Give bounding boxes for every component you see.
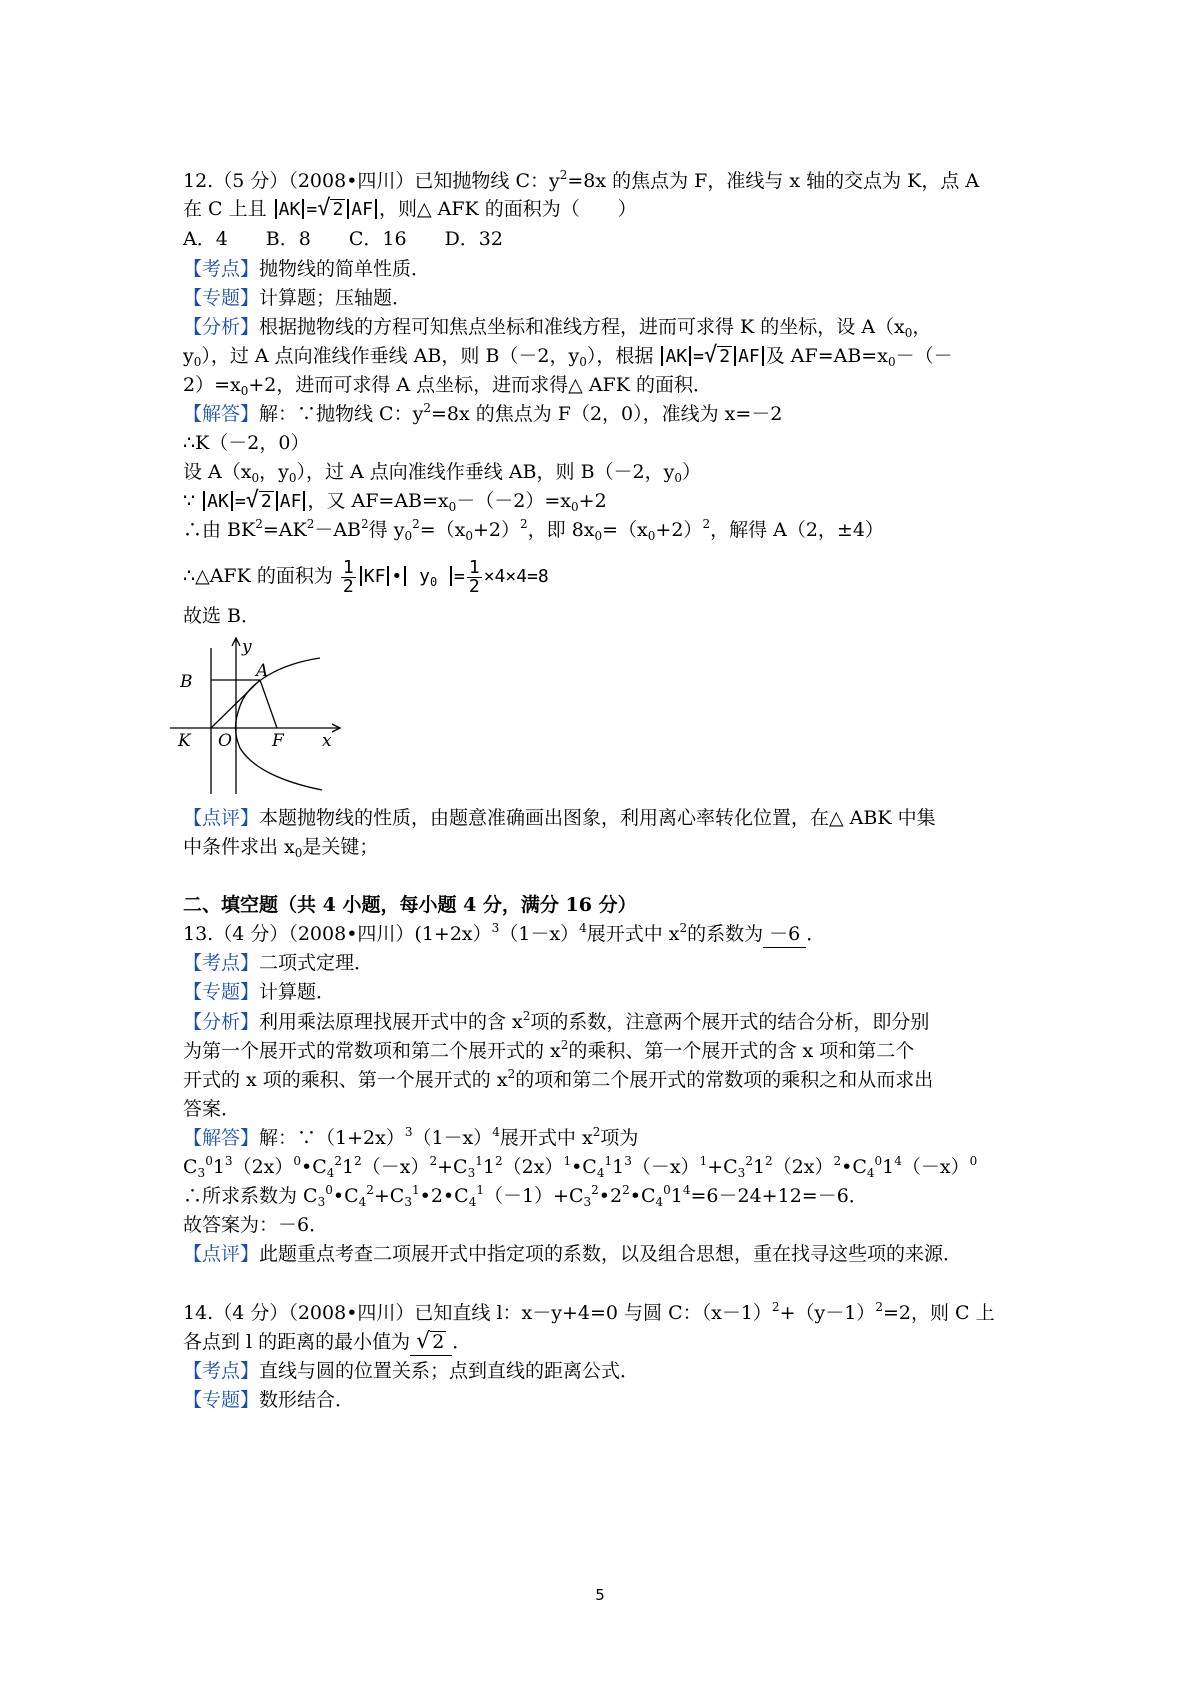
fenxi2e: －（－	[895, 345, 953, 367]
dianping1: 本题抛物线的性质，由题意准确画出图象，利用离心率转化位置，在△ ABK 中集	[259, 807, 936, 829]
label-B: B	[180, 672, 193, 692]
q14-answer-value: 2	[432, 1331, 445, 1353]
q12-choices: A．4 B．8 C．16 D．32	[183, 228, 503, 250]
jieda3: 设 A（x	[183, 461, 252, 483]
q13-zhuanti	[183, 979, 335, 1005]
jieda5i: +2）	[655, 519, 703, 541]
jieda5d: 得 y	[368, 519, 405, 541]
q14-line2: 各点到 l 的距离的最小值为 √ 2 ．	[183, 1329, 472, 1354]
q12-dianping-line2: 中条件求出 $x_0$是关键；	[183, 836, 379, 860]
jieda5a: ∴由 BK	[183, 519, 256, 541]
dianping2a: 中条件求出 x	[183, 836, 295, 858]
q13-kaodian-text: 二项式定理．	[259, 952, 374, 974]
q14-zhuanti	[183, 1387, 354, 1413]
fenxi-tag: 【分析】	[183, 1011, 260, 1033]
fenxi2a: y	[183, 345, 194, 367]
parabola-curve	[236, 658, 323, 790]
q13-fenxi1a: 利用乘法原理找展开式中的含 x	[259, 1011, 523, 1033]
formula-ak-sqrt2-af: AK =√ 2 AF	[273, 199, 379, 220]
jieda5j: ，解得 A（2，±4）	[710, 519, 884, 541]
kaodian-tag: 【考点】	[183, 1360, 260, 1382]
section-2-heading: 二、填空题（共 4 小题，每小题 4 分，满分 16 分）	[183, 894, 637, 916]
label-A: A	[256, 661, 269, 681]
q12-fenxi-line2: $y_0$），过 A 点向准线作垂线 AB，则 B（－2，$y_0$），根据 AK =√ 2 AF 及 $AF=AB=x_0-(-$	[183, 343, 953, 369]
q12-jieda-line5: ∴由 $BK^2=AK^2-AB^2$得 $y_0^2=(x_0+2)^2$，即 $8x_0=(x_0+2)^2$，解得 A（2，±4）	[183, 517, 884, 543]
fenxi3b: +2，进而可求得 A 点坐标，进而求得△ AFK 的面积．	[248, 374, 712, 396]
q12-head: 12.（5 分）（2008•四川）已知抛物线 C：y	[183, 170, 560, 192]
q12-head-tail: =8x 的焦点为 F，准线与 x 轴的交点为 K，点 A	[567, 170, 980, 192]
q13-dianping-text: 此题重点考查二项展开式中指定项的系数，以及组合思想，重在找寻这些项的来源．	[259, 1243, 963, 1265]
q13-jieda-line2-expansion: $C_3^01^3(2x)^0•C_4^21^2(-x)^2+C_3^11^2(2x)^1•C_4^11^3(-x)^1+C_3^21^2(2x)^2•C_4^01^4(-x)^0$	[183, 1154, 978, 1180]
jieda3d: ）	[682, 461, 702, 483]
label-F: F	[272, 731, 284, 751]
q12-dianping-line1	[183, 805, 936, 831]
q14-zhuanti-text: 数形结合．	[259, 1389, 355, 1411]
q13-head-b: （1－x）	[499, 923, 580, 945]
q13-answer: －6	[763, 921, 806, 948]
segment-AF	[260, 680, 277, 728]
q12-jieda-line4: ∵ AK =√ 2 AF ，又 $AF=AB=x_0-(-2)=x_0+2$	[183, 488, 607, 514]
formula-area: $\frac{1}{2}$ KF • $y_0$ = $\frac{1}{2}$ ×4×4	[342, 556, 528, 597]
q13-fenxi3a: 开式的 x 项的乘积、第一个展开式的 x	[183, 1069, 508, 1091]
q13-jieda1a: 解：∵（1+2x）	[259, 1127, 405, 1149]
q13-jieda-line3: ∴所求系数为 $C_3^0•C_4^2+C_3^1•2•C_4^1(-1)+C_3^2•2^2•C_4^01^4=6-24+12=-6$．	[183, 1183, 868, 1209]
q13-dianping	[183, 1241, 962, 1267]
jieda4c: －（－2）=x	[456, 490, 572, 512]
q12-line2-post: ，则△ AFK 的面积为（ ）	[378, 198, 637, 220]
q12-fenxi-line1: 【分析】根据抛物线的方程可知焦点坐标和准线方程，进而可求得 K 的坐标，设 $A(x_0$，	[183, 316, 932, 340]
fenxi-tag: 【分析】	[183, 316, 260, 338]
q12-line2-pre: 在 C 上且	[183, 198, 267, 220]
q13-jieda-line1: 【解答】解：$\because(1+2x)^3(1-x)^4$展开式中 $x^2$项为	[183, 1125, 639, 1149]
q14-head-c: =2，则 C 上	[882, 1302, 995, 1324]
q14-kaodian-text: 直线与圆的位置关系；点到直线的距离公式．	[259, 1360, 640, 1382]
dianping2b: 是关键；	[302, 836, 379, 858]
q13-jieda1c: 展开式中 x	[499, 1127, 593, 1149]
fenxi2c: ），根据	[586, 345, 654, 367]
q12-zhuanti	[183, 285, 411, 311]
fenxi2b: ），过 A 点向准线作垂线 AB，则 B（－2，y	[201, 345, 580, 367]
q13-zhuanti-text: 计算题．	[259, 981, 336, 1003]
q12-jieda-line1: 【解答】解：∵抛物线 C：$y^2=8x$ 的焦点为 F（2，0），准线为 x=－2	[183, 401, 783, 425]
jieda-tag: 【解答】	[183, 1127, 260, 1149]
q12-kaodian-text: 抛物线的简单性质．	[259, 258, 431, 280]
q13-fenxi-line3: 开式的 x 项的乘积、第一个展开式的 $x^2$的项和第二个展开式的常数项的乘积之和从而求出	[183, 1067, 934, 1091]
q13-fenxi-line4: 答案．	[183, 1098, 241, 1120]
parabola-figure	[170, 636, 350, 796]
q12-zhuanti-text: 计算题；压轴题．	[259, 287, 412, 309]
q12-jieda-line6	[183, 556, 549, 597]
zhuanti-tag: 【专题】	[183, 287, 260, 309]
q13-fenxi2a: 为第一个展开式的常数项和第二个展开式的 x	[183, 1040, 561, 1062]
q13-fenxi2b: 的乘积、第一个展开式的含 x 项和第二个	[568, 1040, 915, 1062]
q13-jieda3: =6－24+12=－6．	[690, 1185, 868, 1207]
q14-kaodian	[183, 1358, 639, 1384]
q14-head-b: +（y－1）	[779, 1302, 876, 1324]
label-y: y	[242, 637, 252, 657]
jieda3c: ），过 A 点向准线作垂线 AB，则 B（－2，y	[296, 461, 675, 483]
jieda5f: +2）	[473, 519, 521, 541]
jieda1b: =8x 的焦点为 F（2，0），准线为 x=－2	[430, 403, 783, 425]
jieda5h: =（x	[602, 519, 648, 541]
q12-condition-line	[183, 196, 637, 223]
dianping-tag: 【点评】	[183, 807, 260, 829]
jieda4d: +2	[578, 490, 607, 512]
label-O: O	[218, 731, 232, 751]
q12-kaodian	[183, 256, 430, 282]
q13-kaodian	[183, 950, 373, 976]
jieda6-eq: =8	[527, 566, 549, 587]
q12-fenxi1: 根据抛物线的方程可知焦点坐标和准线方程，进而可求得 K 的坐标，设 A（x	[259, 316, 905, 338]
sup: 2	[559, 168, 568, 182]
jieda5g: ，即 8x	[527, 519, 595, 541]
q12-guxuan: 故选 B．	[183, 605, 261, 627]
q14-answer: √ 2	[410, 1329, 452, 1356]
page-number: 5	[595, 1586, 605, 1604]
jieda4a: ∵	[183, 490, 196, 512]
jieda-tag: 【解答】	[183, 403, 260, 425]
jieda5c: －AB	[314, 519, 362, 541]
q14-head-a: 14.（4 分）（2008•四川）已知直线 l：x－y+4=0 与圆 C：（x－1）	[183, 1302, 772, 1324]
label-x: x	[322, 731, 332, 751]
jieda3b: ，y	[259, 461, 289, 483]
zhuanti-tag: 【专题】	[183, 981, 260, 1003]
q13-head-d: 的系数为	[687, 923, 764, 945]
q13-heading: 13.（4 分）（2008•四川）$(1+2x)^3(1-x)^4$展开式中 $x^2$的系数为 －6 ．	[183, 921, 825, 948]
q13-fenxi1b: 项的系数，注意两个展开式的结合分析，即分别	[530, 1011, 930, 1033]
label-K: K	[178, 731, 191, 751]
kaodian-tag: 【考点】	[183, 952, 260, 974]
q14-heading: 14.（4 分）（2008•四川）已知直线 l：x－y+4=0 与圆 C：$(x-1)^2+(y-1)^2=2$，则 C 上	[183, 1300, 995, 1324]
jieda5b: =AK	[262, 519, 307, 541]
jieda4b: ，又 AF=AB=x	[307, 490, 449, 512]
q13-jieda1d: 项为	[600, 1127, 639, 1149]
q13-jieda1b: （1－x）	[412, 1127, 493, 1149]
formula-ak-sqrt2-af-3: AK =√ 2 AF	[201, 491, 307, 512]
q13-fenxi-line2: 为第一个展开式的常数项和第二个展开式的 $x^2$的乘积、第一个展开式的含 x 项和第二个	[183, 1038, 915, 1062]
jieda1: 解：∵抛物线 C：y	[259, 403, 424, 425]
dianping-tag: 【点评】	[183, 1243, 260, 1265]
jieda6: ∴△AFK 的面积为	[183, 565, 333, 587]
fenxi3: 2）=x	[183, 374, 241, 396]
q12-heading	[183, 168, 979, 194]
zhuanti-tag: 【专题】	[183, 1389, 260, 1411]
formula-ak-sqrt2-af-2: AK =√ 2 AF	[659, 346, 765, 367]
q13-fenxi-line1: 【分析】利用乘法原理找展开式中的含 $x^2$项的系数，注意两个展开式的结合分析，即分别	[183, 1009, 930, 1033]
q13-head-c: 展开式中 x	[586, 923, 680, 945]
q13-fenxi3b: 的项和第二个展开式的常数项的乘积之和从而求出	[515, 1069, 934, 1091]
fenxi2d: 及 AF=AB=x	[765, 345, 888, 367]
q12-jieda-line3: 设 $A(x_0$，$y_0$），过 A 点向准线作垂线 AB，则 B（－2，$y_0$）	[183, 461, 702, 485]
q13-head-a: 13.（4 分）（2008•四川）(1+2x）	[183, 923, 492, 945]
jieda5e: =（x	[419, 519, 466, 541]
q12-jieda-line2: ∴K（－2，0）	[183, 432, 310, 454]
kaodian-tag: 【考点】	[183, 258, 260, 280]
q12-fenxi-line3: $2)=x_0+2$，进而可求得 A 点坐标，进而求得△ AFK 的面积．	[183, 374, 712, 398]
q13-answer-line: 故答案为：－6．	[183, 1214, 329, 1236]
q14-line2-text: 各点到 l 的距离的最小值为	[183, 1331, 411, 1353]
